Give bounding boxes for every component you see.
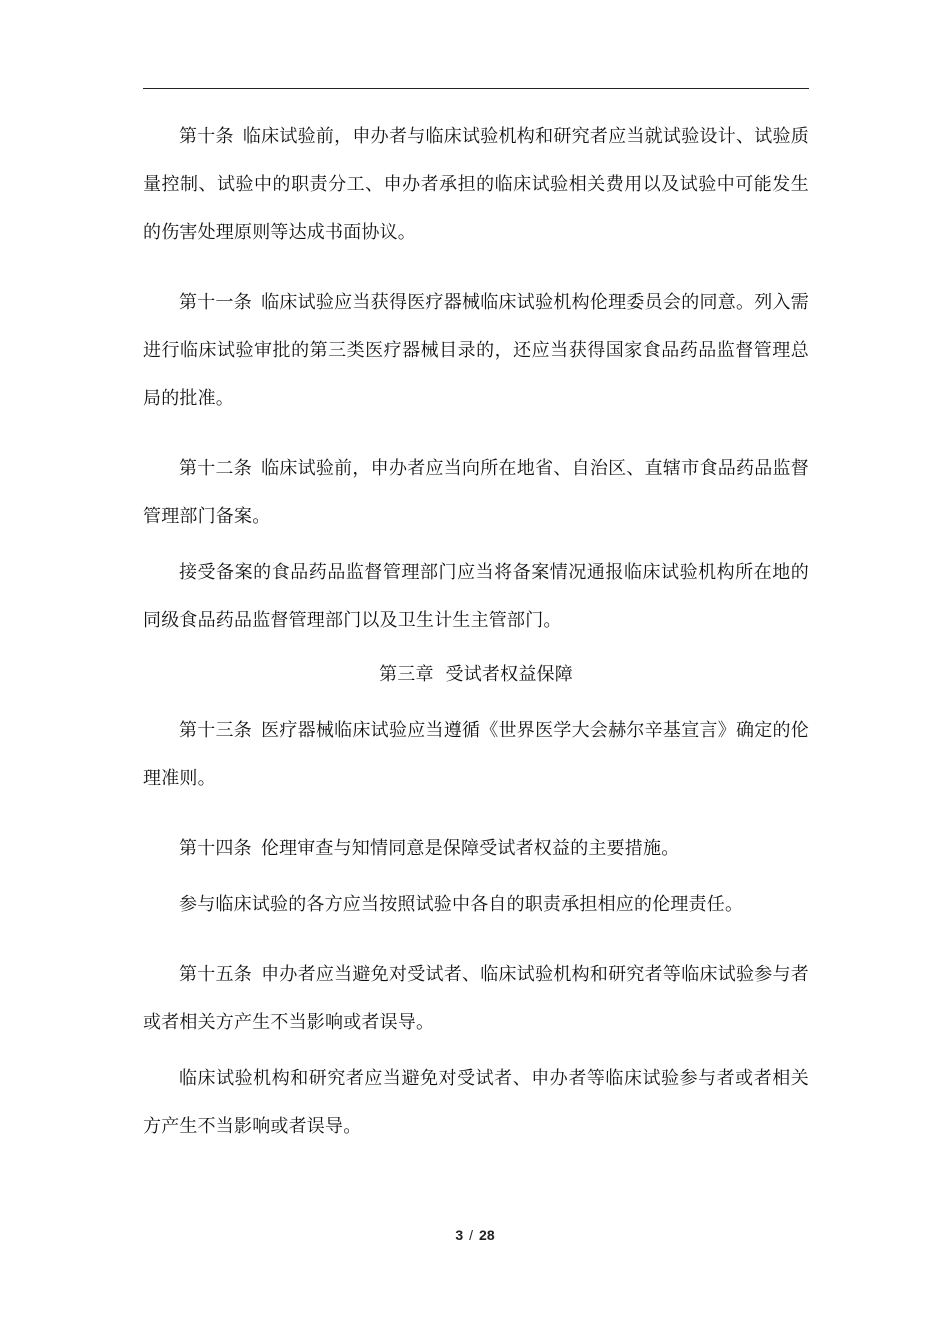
total-pages: 28 <box>479 1227 495 1243</box>
document-body <box>143 113 809 1151</box>
article-10 <box>143 113 809 257</box>
page-number <box>0 1227 950 1243</box>
article-text: 医疗器械临床试验应当遵循《世界医学大会赫尔辛基宣言》确定的伦理准则。 <box>143 720 809 789</box>
article-number: 第十条 <box>179 126 234 147</box>
current-page: 3 <box>455 1227 464 1243</box>
paragraph-text: 临床试验机构和研究者应当避免对受试者、申办者等临床试验参与者或者相关方产生不当影响或者误导。 <box>143 1068 809 1137</box>
article-13 <box>143 707 809 803</box>
article-11 <box>143 279 809 423</box>
article-text: 临床试验前，申办者与临床试验机构和研究者应当就试验设计、试验质量控制、试验中的职责分工、申办者承担的临床试验相关费用以及试验中可能发生的伤害处理原则等达成书面协议。 <box>143 126 809 243</box>
page-separator: / <box>469 1227 474 1243</box>
article-12-paragraph-2 <box>143 549 809 645</box>
article-number: 第十一条 <box>179 292 253 313</box>
chapter-heading <box>143 651 809 699</box>
article-text: 伦理审查与知情同意是保障受试者权益的主要措施。 <box>260 838 680 859</box>
chapter-title: 受试者权益保障 <box>445 664 573 685</box>
article-text: 申办者应当避免对受试者、临床试验机构和研究者等临床试验参与者或者相关方产生不当影响或者误导。 <box>143 964 809 1033</box>
paragraph-text: 参与临床试验的各方应当按照试验中各自的职责承担相应的伦理责任。 <box>179 894 744 915</box>
article-14 <box>143 825 809 873</box>
article-14-paragraph-2 <box>143 881 809 929</box>
article-number: 第十三条 <box>179 720 253 741</box>
article-12 <box>143 445 809 541</box>
article-text: 临床试验应当获得医疗器械临床试验机构伦理委员会的同意。列入需进行临床试验审批的第三类医疗器械目录的，还应当获得国家食品药品监督管理总局的批准。 <box>143 292 809 409</box>
chapter-number: 第三章 <box>379 664 434 685</box>
article-number: 第十二条 <box>179 458 253 479</box>
article-number: 第十四条 <box>179 838 252 859</box>
article-15-paragraph-2 <box>143 1055 809 1151</box>
article-number: 第十五条 <box>179 964 253 985</box>
article-15 <box>143 951 809 1047</box>
article-text: 临床试验前，申办者应当向所在地省、自治区、直辖市食品药品监督管理部门备案。 <box>143 458 809 527</box>
paragraph-text: 接受备案的食品药品监督管理部门应当将备案情况通报临床试验机构所在地的同级食品药品监督管理部门以及卫生计生主管部门。 <box>143 562 809 631</box>
header-rule <box>143 88 809 89</box>
